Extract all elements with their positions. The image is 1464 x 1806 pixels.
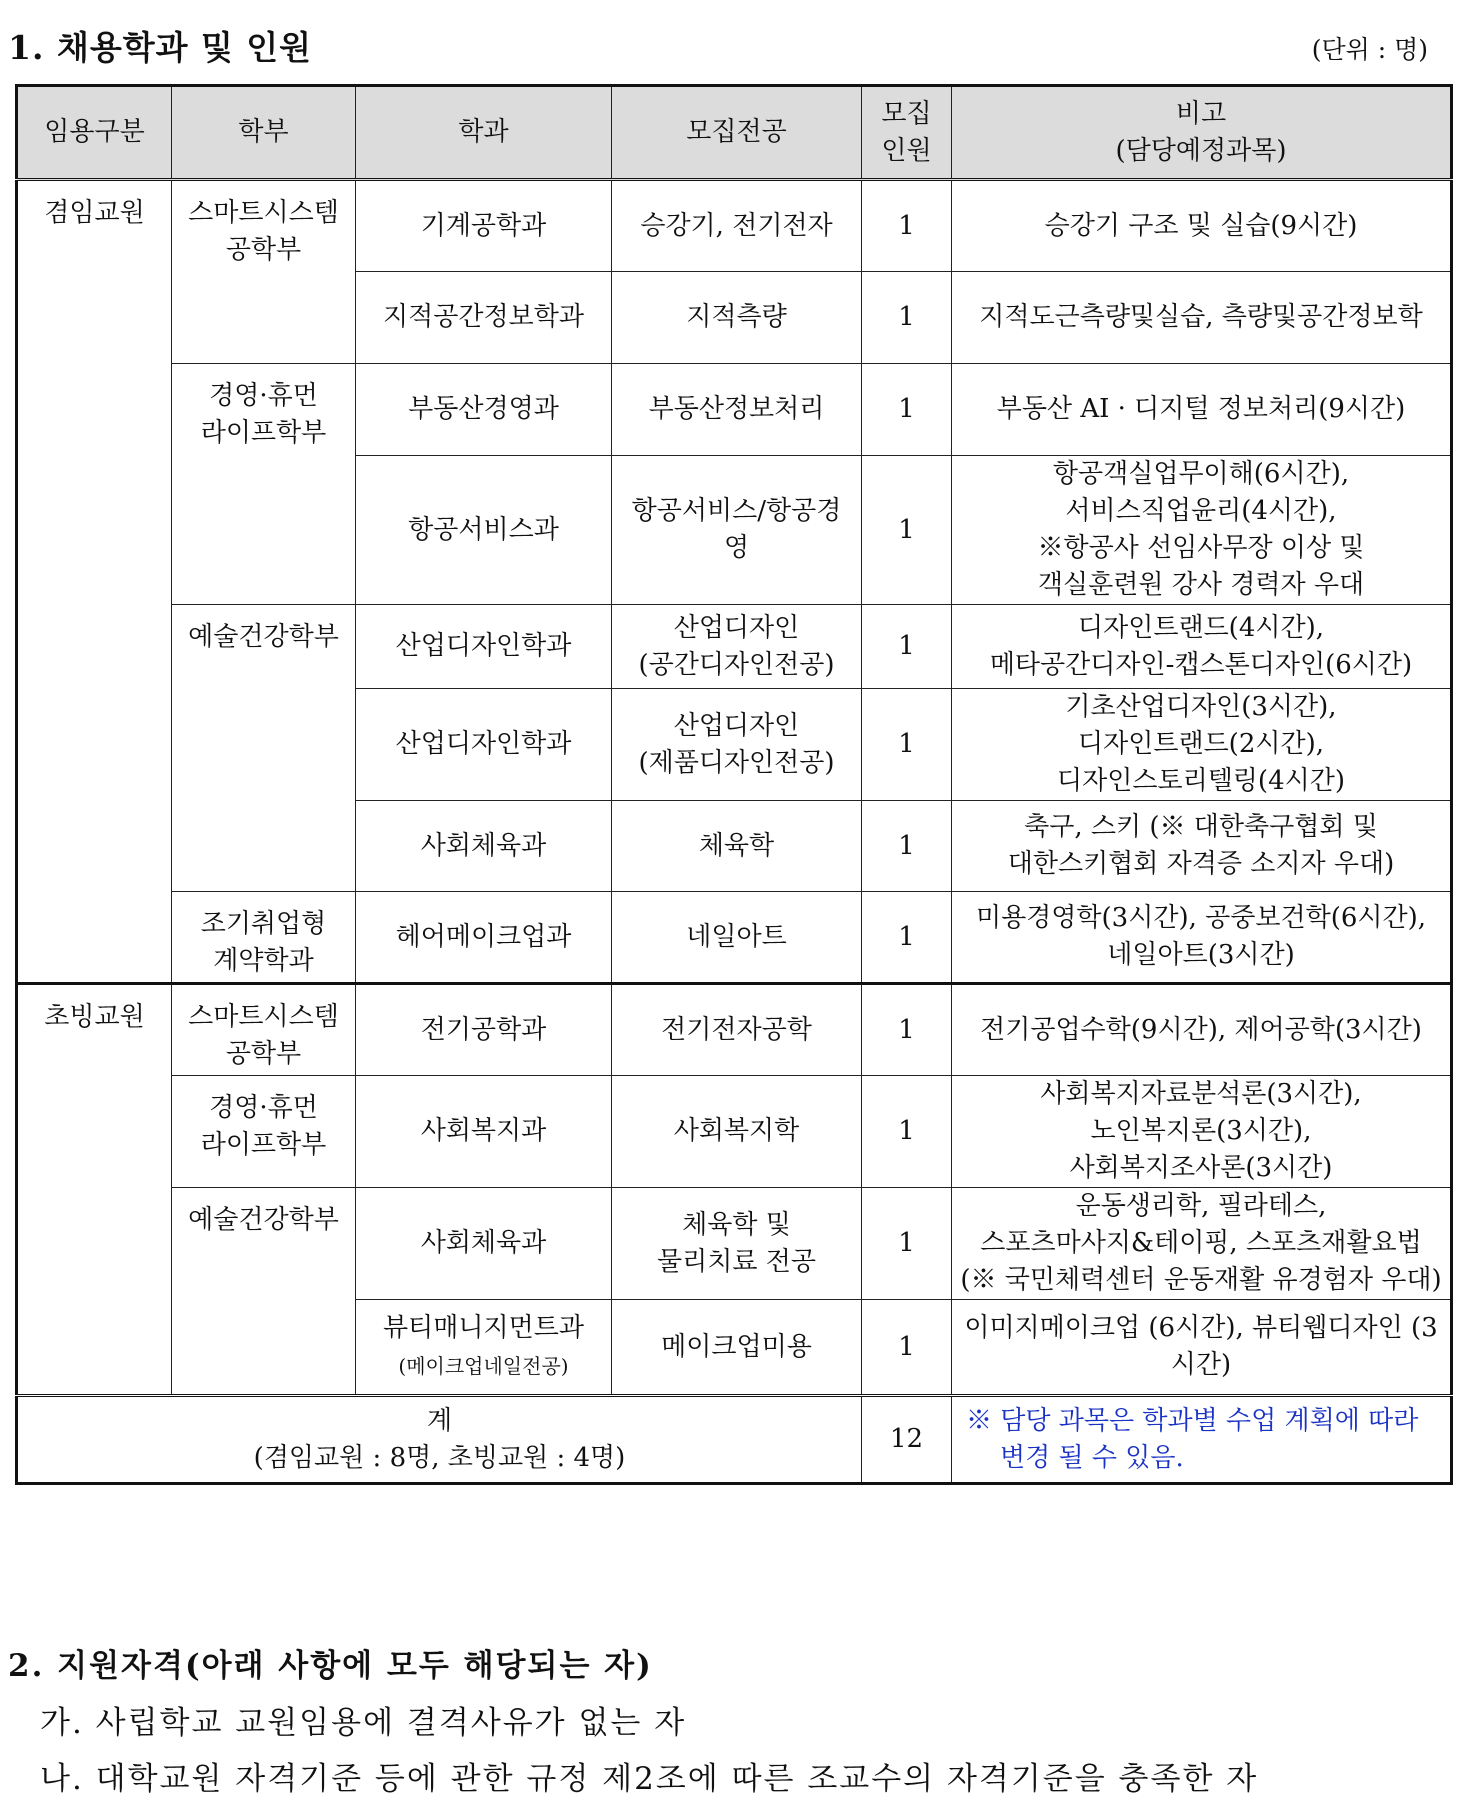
cell-line: 디자인스토리텔링(4시간) bbox=[1057, 766, 1345, 796]
note-cell bbox=[952, 1076, 1452, 1188]
appointment-type: 초빙교원 bbox=[17, 984, 172, 1396]
cell-line: 사회복지자료분석론(3시간), bbox=[1040, 1079, 1362, 1109]
note-cell bbox=[952, 272, 1452, 364]
recruitment-table bbox=[15, 84, 1453, 1485]
total-row bbox=[17, 1396, 1452, 1484]
table-row bbox=[17, 364, 1452, 456]
cell-line: 항공객실업무이해(6시간), bbox=[1052, 459, 1350, 489]
major-cell bbox=[612, 1076, 862, 1188]
cell-line: 축구, 스키 (※ 대한축구협회 및 bbox=[1024, 812, 1378, 842]
cell-line: 산업디자인 bbox=[673, 710, 800, 741]
cell-line: 인원 bbox=[881, 135, 932, 166]
note-cell bbox=[952, 605, 1452, 689]
note-cell bbox=[952, 892, 1452, 984]
count-cell: 1 bbox=[862, 689, 952, 801]
note-cell bbox=[952, 364, 1452, 456]
cell-line: (※ 국민체력센터 운동재활 유경험자 우대) bbox=[960, 1265, 1442, 1295]
qualification-item: 나. 대학교원 자격기준 등에 관한 규정 제2조에 따른 조교수의 자격기준을 충족한 자 bbox=[40, 1761, 1259, 1797]
cell-line: 메이크업미용 bbox=[661, 1331, 812, 1362]
cell-line: 사회체육과 bbox=[420, 1228, 547, 1258]
cell-line: 네일아트 bbox=[686, 921, 787, 952]
total-label bbox=[17, 1396, 862, 1484]
cell-line: (제품디자인전공) bbox=[638, 747, 835, 778]
dept-cell bbox=[356, 689, 612, 801]
major-cell bbox=[612, 180, 862, 272]
section2-title: 2. 지원자격(아래 사항에 모두 해당되는 자) bbox=[8, 1648, 653, 1684]
header-row bbox=[17, 86, 1452, 180]
cell-line: 지적도근측량및실습, 측량및공간정보학 bbox=[979, 302, 1423, 332]
division-name bbox=[172, 984, 356, 1076]
cell-line: 항공서비스/항공경 bbox=[631, 496, 842, 526]
dept-cell bbox=[356, 1300, 612, 1396]
division-name bbox=[172, 1076, 356, 1188]
count-cell: 1 bbox=[862, 605, 952, 689]
cell-line: 공학부 bbox=[225, 1039, 302, 1069]
cell-line: 체육학 및 bbox=[682, 1209, 791, 1240]
cell-line: 사회복지학 bbox=[673, 1116, 800, 1146]
cell-line: 공학부 bbox=[225, 235, 302, 265]
cell-line: 운동생리학, 필라테스, bbox=[1075, 1191, 1327, 1221]
count-cell: 1 bbox=[862, 1076, 952, 1188]
cell-line: 네일아트(3시간) bbox=[1107, 940, 1295, 970]
cell-line: 메타공간디자인-캡스톤디자인(6시간) bbox=[989, 649, 1413, 680]
header-note bbox=[952, 86, 1452, 180]
cell-line: 전기공학과 bbox=[420, 1014, 547, 1045]
cell-line: 객실훈련원 강사 경력자 우대 bbox=[1037, 570, 1365, 600]
dept-sub: (메이크업네일전공) bbox=[398, 1353, 569, 1378]
total-count: 12 bbox=[862, 1396, 952, 1484]
cell-line: 계약학과 bbox=[213, 946, 314, 976]
cell-line: 경영·휴먼 bbox=[209, 1093, 318, 1123]
total-title: 계 bbox=[426, 1405, 453, 1436]
cell-line: 물리치료 전공 bbox=[657, 1246, 816, 1277]
major-cell bbox=[612, 689, 862, 801]
dept-cell bbox=[356, 801, 612, 892]
cell-line: 노인복지론(3시간), bbox=[1090, 1116, 1312, 1146]
note-cell bbox=[952, 456, 1452, 605]
cell-line: 디자인트랜드(2시간), bbox=[1077, 729, 1325, 759]
count-cell: 1 bbox=[862, 1300, 952, 1396]
cell-line: 부동산정보처리 bbox=[648, 394, 825, 424]
table-row bbox=[17, 1188, 1452, 1300]
major-cell bbox=[612, 1300, 862, 1396]
note-cell bbox=[952, 689, 1452, 801]
cell-line: 스마트시스템 bbox=[188, 198, 339, 228]
header-major: 모집전공 bbox=[612, 86, 862, 180]
cell-line: 비고 bbox=[1175, 98, 1227, 129]
major-cell bbox=[612, 892, 862, 984]
major-cell bbox=[612, 272, 862, 364]
appointment-type: 겸임교원 bbox=[17, 180, 172, 984]
cell-line: 지적공간정보학과 bbox=[383, 302, 584, 332]
cell-line: 산업디자인학과 bbox=[395, 631, 572, 661]
cell-line: 예술건강학부 bbox=[188, 622, 339, 652]
count-cell: 1 bbox=[862, 984, 952, 1076]
cell-line: 뷰티매니지먼트과 bbox=[383, 1312, 584, 1343]
note-cell bbox=[952, 180, 1452, 272]
cell-line: 산업디자인 bbox=[673, 612, 800, 643]
cell-line: 이미지메이크업 (6시간), 뷰티웹디자인 (3시간) bbox=[964, 1313, 1438, 1380]
qualification-item: 가. 사립학교 교원임용에 결격사유가 없는 자 bbox=[40, 1705, 687, 1741]
cell-line: 디자인트랜드(4시간), bbox=[1077, 612, 1325, 643]
cell-line: 헤어메이크업과 bbox=[395, 921, 572, 952]
cell-line: 전기전자공학 bbox=[661, 1014, 812, 1045]
cell-line: 승강기 구조 및 실습(9시간) bbox=[1044, 210, 1358, 241]
header-dept: 학과 bbox=[356, 86, 612, 180]
cell-line: 체육학 bbox=[698, 830, 775, 861]
cell-line: 영 bbox=[723, 533, 750, 563]
division-name bbox=[172, 605, 356, 892]
cell-line: 모집 bbox=[881, 98, 932, 129]
cell-line: 라이프학부 bbox=[200, 418, 327, 448]
major-cell bbox=[612, 801, 862, 892]
cell-line: 승강기, 전기전자 bbox=[640, 210, 833, 241]
count-cell: 1 bbox=[862, 364, 952, 456]
count-cell: 1 bbox=[862, 892, 952, 984]
cell-line: 경영·휴먼 bbox=[209, 381, 318, 411]
cell-line: 미용경영학(3시간), 공중보건학(6시간), bbox=[975, 903, 1427, 933]
major-cell bbox=[612, 984, 862, 1076]
cell-line: 조기취업형 bbox=[200, 909, 327, 939]
cell-line: (담당예정과목) bbox=[1115, 135, 1287, 166]
count-cell: 1 bbox=[862, 272, 952, 364]
cell-line: 예술건강학부 bbox=[188, 1205, 339, 1235]
cell-line: (공간디자인전공) bbox=[638, 649, 835, 680]
dept-cell bbox=[356, 272, 612, 364]
cell-line: 변경 될 수 있음. bbox=[1000, 1442, 1184, 1473]
total-note bbox=[952, 1396, 1452, 1484]
cell-line: 부동산경영과 bbox=[408, 394, 559, 424]
cell-line: 사회복지과 bbox=[420, 1116, 547, 1146]
section1-title: 1. 채용학과 및 인원 bbox=[8, 28, 313, 67]
count-cell: 1 bbox=[862, 1188, 952, 1300]
cell-line: 스마트시스템 bbox=[188, 1002, 339, 1032]
cell-line: 항공서비스과 bbox=[408, 514, 559, 545]
count-cell: 1 bbox=[862, 180, 952, 272]
dept-cell bbox=[356, 892, 612, 984]
dept-cell bbox=[356, 364, 612, 456]
cell-line: 전기공업수학(9시간), 제어공학(3시간) bbox=[980, 1014, 1422, 1045]
dept-cell bbox=[356, 180, 612, 272]
header-type: 임용구분 bbox=[17, 86, 172, 180]
dept-cell bbox=[356, 984, 612, 1076]
major-cell bbox=[612, 605, 862, 689]
dept-cell bbox=[356, 456, 612, 605]
table-row bbox=[17, 605, 1452, 689]
cell-line: ※항공사 선임사무장 이상 및 bbox=[1037, 533, 1365, 563]
table-row bbox=[17, 892, 1452, 984]
cell-line: 부동산 AI · 디지털 정보처리(9시간) bbox=[996, 394, 1406, 424]
cell-line: 기초산업디자인(3시간), bbox=[1065, 692, 1337, 722]
cell-line: ※ 담당 과목은 학과별 수업 계획에 따라 bbox=[966, 1405, 1419, 1436]
major-cell bbox=[612, 364, 862, 456]
header-division: 학부 bbox=[172, 86, 356, 180]
table-row bbox=[17, 1076, 1452, 1188]
cell-line: 대한스키협회 자격증 소지자 우대) bbox=[1007, 849, 1395, 879]
cell-line: 사회복지조사론(3시간) bbox=[1069, 1153, 1333, 1183]
cell-line: 스포츠마사지&테이핑, 스포츠재활요법 bbox=[980, 1228, 1422, 1258]
note-cell bbox=[952, 1300, 1452, 1396]
count-cell: 1 bbox=[862, 456, 952, 605]
dept-cell bbox=[356, 1076, 612, 1188]
count-cell: 1 bbox=[862, 801, 952, 892]
note-cell bbox=[952, 801, 1452, 892]
cell-line: 서비스직업윤리(4시간), bbox=[1065, 496, 1337, 526]
unit-label: (단위 : 명) bbox=[1311, 35, 1428, 64]
major-cell bbox=[612, 456, 862, 605]
note-cell bbox=[952, 1188, 1452, 1300]
major-cell bbox=[612, 1188, 862, 1300]
cell-line: 기계공학과 bbox=[420, 210, 547, 241]
dept-cell bbox=[356, 1188, 612, 1300]
table-row bbox=[17, 984, 1452, 1076]
header-count bbox=[862, 86, 952, 180]
dept-cell bbox=[356, 605, 612, 689]
note-cell bbox=[952, 984, 1452, 1076]
division-name bbox=[172, 364, 356, 605]
division-name bbox=[172, 892, 356, 984]
total-breakdown: (겸임교원 : 8명, 초빙교원 : 4명) bbox=[253, 1442, 626, 1473]
division-name bbox=[172, 1188, 356, 1396]
table-row bbox=[17, 180, 1452, 272]
cell-line: 산업디자인학과 bbox=[395, 729, 572, 759]
division-name bbox=[172, 180, 356, 364]
cell-line: 사회체육과 bbox=[420, 830, 547, 861]
cell-line: 라이프학부 bbox=[200, 1130, 327, 1160]
cell-line: 지적측량 bbox=[686, 302, 787, 332]
